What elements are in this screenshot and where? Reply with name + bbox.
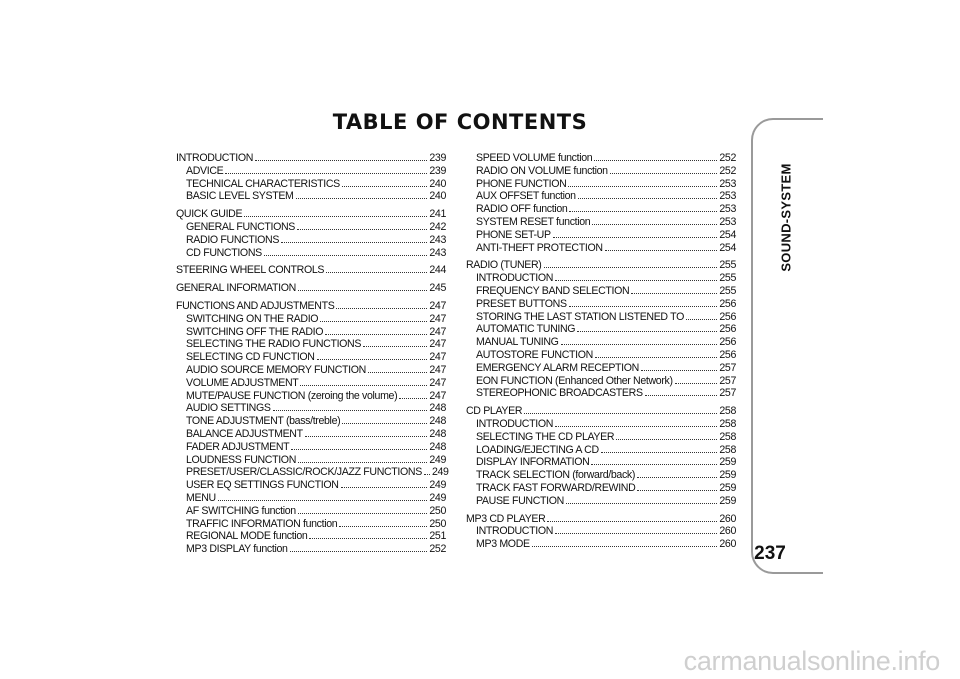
toc-entry-page: 256 bbox=[719, 323, 736, 336]
toc-entry[interactable] bbox=[176, 313, 446, 326]
toc-entry-label: MENU bbox=[186, 491, 216, 504]
toc-entry[interactable] bbox=[466, 362, 736, 375]
toc-entry-page: 253 bbox=[719, 177, 736, 190]
dot-leader bbox=[368, 364, 427, 373]
toc-entry-label: GENERAL INFORMATION bbox=[176, 282, 296, 295]
dot-leader bbox=[244, 208, 427, 217]
toc-entry[interactable] bbox=[176, 282, 446, 295]
toc-entry-label: INTRODUCTION bbox=[476, 525, 554, 538]
toc-entry[interactable] bbox=[466, 469, 736, 482]
dot-leader bbox=[569, 203, 717, 212]
dot-leader bbox=[686, 311, 717, 320]
toc-entry-label: SWITCHING OFF THE RADIO bbox=[186, 325, 324, 338]
toc-entry[interactable] bbox=[176, 326, 446, 339]
toc-entry-page: 249 bbox=[431, 466, 449, 479]
toc-entry[interactable] bbox=[466, 259, 736, 272]
toc-entry-label: RADIO FUNCTIONS bbox=[186, 233, 280, 246]
toc-entry[interactable] bbox=[466, 216, 736, 229]
toc-entry-label: STEREOPHONIC BROADCASTERS bbox=[476, 387, 643, 400]
toc-entry[interactable] bbox=[176, 466, 449, 479]
toc-entry-label: BALANCE ADJUSTMENT bbox=[186, 427, 303, 440]
toc-entry-page: 250 bbox=[429, 504, 446, 517]
toc-entry[interactable] bbox=[176, 190, 446, 203]
toc-entry[interactable] bbox=[466, 405, 736, 418]
toc-entry-page: 248 bbox=[429, 440, 446, 453]
toc-entry[interactable] bbox=[466, 190, 736, 203]
toc-entry[interactable] bbox=[466, 285, 736, 298]
toc-entry[interactable] bbox=[176, 441, 446, 454]
toc-entry-page: 257 bbox=[719, 374, 736, 387]
toc-entry-label: SWITCHING ON THE RADIO bbox=[186, 312, 319, 325]
toc-entry-label: CD FUNCTIONS bbox=[186, 246, 262, 259]
toc-entry-page: 255 bbox=[719, 272, 736, 285]
toc-entry-page: 249 bbox=[429, 479, 446, 492]
toc-entry-page: 259 bbox=[719, 494, 736, 507]
toc-entry-label: FREQUENCY BAND SELECTION bbox=[476, 284, 630, 297]
dot-leader bbox=[291, 441, 427, 450]
toc-entry-label: CD PLAYER bbox=[466, 405, 523, 418]
dot-leader bbox=[591, 456, 717, 465]
toc-entry-label: DISPLAY INFORMATION bbox=[476, 456, 590, 469]
toc-entry-label: ANTI-THEFT PROTECTION bbox=[476, 241, 603, 254]
toc-entry-page: 243 bbox=[429, 233, 446, 246]
dot-leader bbox=[341, 479, 428, 488]
toc-entry[interactable] bbox=[466, 311, 736, 324]
dot-leader bbox=[555, 418, 717, 427]
dot-leader bbox=[298, 505, 428, 514]
dot-leader bbox=[637, 469, 717, 478]
toc-entry[interactable] bbox=[176, 300, 446, 313]
dot-leader bbox=[544, 259, 718, 268]
toc-entry[interactable] bbox=[466, 178, 736, 191]
toc-entry-page: 252 bbox=[719, 164, 736, 177]
toc-entry[interactable] bbox=[466, 538, 736, 551]
toc-entry[interactable] bbox=[466, 336, 736, 349]
toc-entry-label: BASIC LEVEL SYSTEM bbox=[186, 190, 294, 203]
toc-entry-label: MP3 MODE bbox=[476, 538, 530, 551]
toc-entry-label: SELECTING THE RADIO FUNCTIONS bbox=[186, 338, 362, 351]
toc-entry-label: FADER ADJUSTMENT bbox=[186, 440, 290, 453]
toc-entry-page: 260 bbox=[719, 512, 736, 525]
toc-entry-page: 247 bbox=[429, 389, 446, 402]
toc-entry[interactable] bbox=[176, 152, 446, 165]
toc-entry-page: 242 bbox=[429, 220, 446, 233]
dot-leader bbox=[569, 298, 718, 307]
toc-entry[interactable] bbox=[466, 349, 736, 362]
dot-leader bbox=[297, 221, 427, 230]
toc-entry-page: 247 bbox=[429, 363, 446, 376]
toc-entry-page: 248 bbox=[429, 427, 446, 440]
toc-entry-page: 245 bbox=[429, 282, 446, 295]
toc-entry-page: 239 bbox=[429, 164, 446, 177]
toc-entry[interactable] bbox=[466, 375, 736, 388]
toc-entry[interactable] bbox=[176, 479, 446, 492]
toc-entry-page: 257 bbox=[719, 361, 736, 374]
dot-leader bbox=[641, 362, 717, 371]
dot-leader bbox=[631, 285, 717, 294]
dot-leader bbox=[555, 272, 717, 281]
toc-entry-label: SELECTING THE CD PLAYER bbox=[476, 430, 615, 443]
toc-entry-label: TRACK SELECTION (forward/back) bbox=[476, 469, 636, 482]
dot-leader bbox=[305, 428, 428, 437]
dot-leader bbox=[645, 387, 718, 396]
toc-entry[interactable] bbox=[466, 272, 736, 285]
watermark: carmanualsonline.info bbox=[683, 646, 940, 676]
dot-leader bbox=[281, 234, 427, 243]
toc-entry-page: 253 bbox=[719, 203, 736, 216]
toc-entry-page: 259 bbox=[719, 469, 736, 482]
toc-entry-page: 247 bbox=[429, 351, 446, 364]
toc-entry-label: INTRODUCTION bbox=[476, 272, 554, 285]
toc-entry-page: 240 bbox=[429, 190, 446, 203]
toc-entry[interactable] bbox=[176, 377, 446, 390]
toc-right-column bbox=[466, 152, 736, 551]
toc-entry-page: 256 bbox=[719, 336, 736, 349]
toc-entry[interactable] bbox=[466, 387, 736, 400]
toc-entry[interactable] bbox=[176, 518, 446, 531]
toc-entry-page: 249 bbox=[429, 491, 446, 504]
toc-entry-page: 256 bbox=[719, 310, 736, 323]
toc-entry-page: 254 bbox=[719, 241, 736, 254]
toc-entry[interactable] bbox=[176, 208, 446, 221]
dot-leader bbox=[225, 165, 427, 174]
toc-entry[interactable] bbox=[466, 229, 736, 242]
toc-entry-label: PRESET/USER/CLASSIC/ROCK/JAZZ FUNCTIONS bbox=[186, 466, 422, 479]
toc-entry[interactable] bbox=[176, 247, 446, 260]
toc-entry-page: 253 bbox=[719, 215, 736, 228]
toc-entry[interactable] bbox=[176, 351, 446, 364]
dot-leader bbox=[578, 190, 718, 199]
toc-entry-page: 252 bbox=[429, 543, 446, 556]
dot-leader bbox=[363, 338, 427, 347]
toc-entry[interactable] bbox=[466, 525, 736, 538]
toc-entry-page: 258 bbox=[719, 405, 736, 418]
toc-entry-page: 258 bbox=[719, 417, 736, 430]
dot-leader bbox=[616, 431, 717, 440]
dot-leader bbox=[325, 326, 427, 335]
toc-entry[interactable] bbox=[466, 431, 736, 444]
toc-entry[interactable] bbox=[176, 543, 446, 556]
dot-leader bbox=[547, 513, 717, 522]
toc-entry-label: EON FUNCTION (Enhanced Other Network) bbox=[476, 374, 673, 387]
dot-leader bbox=[566, 495, 717, 504]
dot-leader bbox=[336, 300, 427, 309]
toc-entry[interactable] bbox=[176, 178, 446, 191]
toc-entry[interactable] bbox=[466, 513, 736, 526]
toc-entry-page: 244 bbox=[429, 264, 446, 277]
toc-entry-page: 256 bbox=[719, 348, 736, 361]
toc-entry[interactable] bbox=[176, 402, 446, 415]
toc-entry[interactable] bbox=[466, 495, 736, 508]
toc-entry-label: PHONE FUNCTION bbox=[476, 177, 567, 190]
section-tab-label: SOUND-SYSTEM bbox=[778, 163, 794, 272]
toc-entry-page: 260 bbox=[719, 538, 736, 551]
toc-entry[interactable] bbox=[466, 456, 736, 469]
toc-entry[interactable] bbox=[466, 298, 736, 311]
toc-entry-page: 260 bbox=[719, 525, 736, 538]
toc-entry-page: 259 bbox=[719, 456, 736, 469]
dot-leader bbox=[532, 538, 718, 547]
toc-entry[interactable] bbox=[176, 492, 446, 505]
dot-leader bbox=[264, 247, 428, 256]
dot-leader bbox=[595, 349, 717, 358]
toc-entry[interactable] bbox=[466, 418, 736, 431]
dot-leader bbox=[317, 351, 428, 360]
toc-entry[interactable] bbox=[176, 234, 446, 247]
toc-entry-page: 247 bbox=[429, 376, 446, 389]
dot-leader bbox=[399, 390, 427, 399]
toc-entry-page: 247 bbox=[429, 338, 446, 351]
toc-entry-label: VOLUME ADJUSTMENT bbox=[186, 376, 299, 389]
toc-entry-page: 247 bbox=[429, 325, 446, 338]
toc-entry-page: 258 bbox=[719, 443, 736, 456]
toc-entry-label: MANUAL TUNING bbox=[476, 336, 559, 349]
toc-entry-label: AUDIO SOURCE MEMORY FUNCTION bbox=[186, 363, 366, 376]
toc-entry-label: INTRODUCTION bbox=[176, 152, 254, 164]
toc-entry-label: TRACK FAST FORWARD/REWIND bbox=[476, 481, 636, 494]
dot-leader bbox=[309, 530, 427, 539]
toc-entry[interactable] bbox=[176, 364, 446, 377]
toc-entry-page: 247 bbox=[429, 299, 446, 312]
dot-leader bbox=[561, 336, 718, 345]
toc-entry[interactable] bbox=[466, 203, 736, 216]
toc-entry[interactable] bbox=[466, 165, 736, 178]
toc-entry-label: MP3 CD PLAYER bbox=[466, 512, 546, 525]
dot-leader bbox=[298, 454, 427, 463]
toc-entry-label: RADIO ON VOLUME function bbox=[476, 164, 608, 177]
dot-leader bbox=[675, 375, 718, 384]
toc-entry-page: 239 bbox=[429, 152, 446, 164]
dot-leader bbox=[601, 444, 718, 453]
toc-entry[interactable] bbox=[466, 444, 736, 457]
dot-leader bbox=[273, 402, 428, 411]
dot-leader bbox=[610, 165, 718, 174]
dot-leader bbox=[298, 282, 427, 291]
toc-entry-page: 258 bbox=[719, 430, 736, 443]
toc-entry-label: SPEED VOLUME function bbox=[476, 152, 593, 164]
dot-leader bbox=[577, 323, 717, 332]
dot-leader bbox=[524, 405, 717, 414]
dot-leader bbox=[637, 482, 717, 491]
toc-entry[interactable] bbox=[176, 390, 446, 403]
dot-leader bbox=[605, 242, 718, 251]
toc-entry[interactable] bbox=[466, 152, 736, 165]
toc-entry[interactable] bbox=[176, 505, 446, 518]
toc-entry-label: AF SWITCHING function bbox=[186, 504, 296, 517]
dot-leader bbox=[296, 190, 428, 199]
toc-entry-page: 247 bbox=[429, 312, 446, 325]
toc-entry-page: 243 bbox=[429, 246, 446, 259]
page-title: TABLE OF CONTENTS bbox=[332, 110, 588, 134]
toc-entry-page: 255 bbox=[719, 259, 736, 272]
toc-entry[interactable] bbox=[466, 323, 736, 336]
toc-entry-label: RADIO OFF function bbox=[476, 203, 568, 216]
toc-entry-page: 241 bbox=[429, 208, 446, 221]
dot-leader bbox=[342, 415, 427, 424]
toc-entry-label: TRAFFIC INFORMATION function bbox=[186, 517, 338, 530]
page-number: 237 bbox=[754, 543, 786, 564]
toc-entry-page: 249 bbox=[429, 453, 446, 466]
dot-leader bbox=[592, 216, 717, 225]
toc-entry-label: PAUSE FUNCTION bbox=[476, 494, 564, 507]
toc-entry-page: 256 bbox=[719, 297, 736, 310]
toc-entry-page: 255 bbox=[719, 284, 736, 297]
toc-entry-page: 257 bbox=[719, 387, 736, 400]
toc-entry-page: 254 bbox=[719, 228, 736, 241]
toc-entry-page: 248 bbox=[429, 415, 446, 428]
dot-leader bbox=[553, 229, 718, 238]
toc-entry-label: EMERGENCY ALARM RECEPTION bbox=[476, 361, 639, 374]
toc-entry-page: 250 bbox=[429, 517, 446, 530]
toc-entry-label: QUICK GUIDE bbox=[176, 208, 243, 221]
toc-entry-page: 252 bbox=[719, 152, 736, 164]
dot-leader bbox=[290, 543, 428, 552]
toc-entry-label: STEERING WHEEL CONTROLS bbox=[176, 264, 325, 277]
toc-entry-label: LOADING/EJECTING A CD bbox=[476, 443, 599, 456]
dot-leader bbox=[320, 313, 427, 322]
toc-entry-label: MUTE/PAUSE FUNCTION (zeroing the volume) bbox=[186, 389, 398, 402]
toc-entry-page: 248 bbox=[429, 402, 446, 415]
toc-entry-label: MP3 DISPLAY function bbox=[186, 543, 288, 556]
toc-entry-label: GENERAL FUNCTIONS bbox=[186, 220, 296, 233]
dot-leader bbox=[555, 525, 717, 534]
toc-entry-label: SYSTEM RESET function bbox=[476, 215, 591, 228]
toc-entry-label: AUTOMATIC TUNING bbox=[476, 323, 576, 336]
toc-entry[interactable] bbox=[176, 165, 446, 178]
toc-entry[interactable] bbox=[466, 242, 736, 255]
toc-entry-label: SELECTING CD FUNCTION bbox=[186, 351, 315, 364]
toc-entry-page: 240 bbox=[429, 177, 446, 190]
toc-entry-label: USER EQ SETTINGS FUNCTION bbox=[186, 479, 339, 492]
dot-leader bbox=[300, 377, 427, 386]
toc-entry-label: PRESET BUTTONS bbox=[476, 297, 567, 310]
dot-leader bbox=[326, 264, 427, 273]
toc-entry-page: 253 bbox=[719, 190, 736, 203]
toc-entry-label: AUDIO SETTINGS bbox=[186, 402, 271, 415]
toc-entry[interactable] bbox=[176, 415, 446, 428]
toc-entry-label: REGIONAL MODE function bbox=[186, 530, 308, 543]
toc-entry-label: TECHNICAL CHARACTERISTICS bbox=[186, 177, 340, 190]
toc-entry[interactable] bbox=[176, 264, 446, 277]
toc-entry[interactable] bbox=[176, 338, 446, 351]
dot-leader bbox=[342, 178, 427, 187]
toc-entry-label: LOUDNESS FUNCTION bbox=[186, 453, 297, 466]
toc-entry-label: STORING THE LAST STATION LISTENED TO bbox=[476, 310, 684, 323]
toc-entry[interactable] bbox=[176, 530, 446, 543]
dot-leader bbox=[339, 518, 427, 527]
dot-leader bbox=[255, 152, 427, 161]
toc-entry-page: 251 bbox=[429, 530, 446, 543]
toc-entry[interactable] bbox=[466, 482, 736, 495]
toc-entry-label: INTRODUCTION bbox=[476, 417, 554, 430]
toc-entry[interactable] bbox=[176, 221, 446, 234]
toc-entry-label: TONE ADJUSTMENT (bass/treble) bbox=[186, 415, 341, 428]
dot-leader bbox=[568, 178, 717, 187]
toc-left-column bbox=[176, 152, 449, 556]
toc-entry-label: RADIO (TUNER) bbox=[466, 259, 542, 272]
toc-entry-label: AUX OFFSET function bbox=[476, 190, 576, 203]
toc-entry-page: 259 bbox=[719, 481, 736, 494]
toc-entry-label: ADVICE bbox=[186, 164, 224, 177]
toc-entry-label: FUNCTIONS AND ADJUSTMENTS bbox=[176, 299, 335, 312]
dot-leader bbox=[424, 466, 430, 475]
dot-leader bbox=[218, 492, 428, 501]
dot-leader bbox=[594, 152, 717, 161]
toc-entry[interactable] bbox=[176, 428, 446, 441]
toc-entry-label: AUTOSTORE FUNCTION bbox=[476, 348, 593, 361]
toc-entry[interactable] bbox=[176, 454, 446, 467]
toc-entry-label: PHONE SET-UP bbox=[476, 228, 551, 241]
